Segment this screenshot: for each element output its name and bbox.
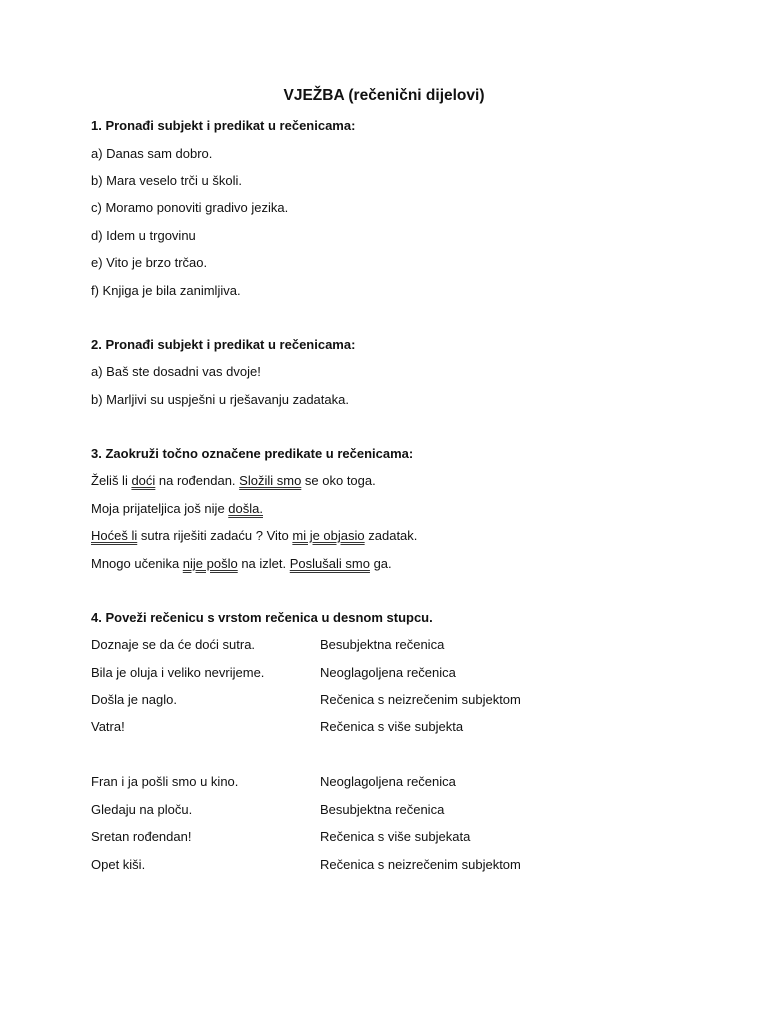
ex1-item-f: f) Knjiga je bila zanimljiva. xyxy=(91,283,241,298)
ex1-item-c: c) Moramo ponoviti gradivo jezika. xyxy=(91,200,289,215)
ex4-g2-sentence: Gledaju na ploču. xyxy=(91,802,193,817)
marked-predicate: doći xyxy=(131,473,156,488)
ex3-heading: 3. Zaokruži točno označene predikate u rečenicama: xyxy=(91,446,414,461)
text: Moja prijateljica još nije xyxy=(91,501,229,516)
text: zadatak. xyxy=(364,528,418,543)
marked-predicate: nije pošlo xyxy=(182,556,238,571)
text: ga. xyxy=(369,556,392,571)
ex3-sentence-3 xyxy=(91,527,417,545)
ex4-g1-sentence: Bila je oluja i veliko nevrijeme. xyxy=(91,665,265,680)
ex4-g2-sentence: Fran i ja pošli smo u kino. xyxy=(91,774,239,789)
ex4-g1-type: Rečenica s neizrečenim subjektom xyxy=(320,692,521,707)
marked-predicate: Složili smo xyxy=(239,473,302,488)
ex4-g1-sentence: Došla je naglo. xyxy=(91,692,177,707)
ex3-sentence-4 xyxy=(91,555,392,573)
ex4-g2-type: Besubjektna rečenica xyxy=(320,802,445,817)
ex1-item-a: a) Danas sam dobro. xyxy=(91,146,213,161)
text: sutra riješiti zadaću ? Vito xyxy=(137,528,293,543)
ex2-item-b: b) Marljivi su uspješni u rješavanju zadataka. xyxy=(91,392,349,407)
ex2-heading: 2. Pronađi subjekt i predikat u rečenicama: xyxy=(91,337,356,352)
ex1-item-d: d) Idem u trgovinu xyxy=(91,228,196,243)
ex4-g2-type: Rečenica s neizrečenim subjektom xyxy=(320,857,521,872)
ex3-sentence-1 xyxy=(91,472,376,490)
ex4-g1-type: Rečenica s više subjekta xyxy=(320,719,464,734)
ex1-heading: 1. Pronađi subjekt i predikat u rečenicama: xyxy=(91,118,356,133)
ex4-g1-type: Neoglagoljena rečenica xyxy=(320,665,456,680)
text: se oko toga. xyxy=(301,473,376,488)
ex4-g1-sentence: Vatra! xyxy=(91,719,125,734)
ex2-item-a: a) Baš ste dosadni vas dvoje! xyxy=(91,364,261,379)
ex4-g2-sentence: Sretan rođendan! xyxy=(91,829,192,844)
text: na rođendan. xyxy=(155,473,240,488)
marked-predicate: došla. xyxy=(228,501,263,516)
ex4-heading: 4. Poveži rečenicu s vrstom rečenica u desnom stupcu. xyxy=(91,610,433,625)
ex4-g2-type: Rečenica s više subjekata xyxy=(320,829,471,844)
text: na izlet. xyxy=(237,556,290,571)
ex4-g2-type: Neoglagoljena rečenica xyxy=(320,774,456,789)
marked-predicate: Hoćeš li xyxy=(91,528,138,543)
ex4-g2-sentence: Opet kiši. xyxy=(91,857,146,872)
ex3-sentence-2 xyxy=(91,500,263,518)
ex1-item-e: e) Vito je brzo trčao. xyxy=(91,255,208,270)
page-title: VJEŽBA (rečenični dijelovi) xyxy=(283,87,485,104)
text: Želiš li xyxy=(91,473,132,488)
marked-predicate: Poslušali smo xyxy=(289,556,370,571)
marked-predicate: mi je objasio xyxy=(292,528,365,543)
text: Mnogo učenika xyxy=(91,556,183,571)
ex1-item-b: b) Mara veselo trči u školi. xyxy=(91,173,242,188)
ex4-g1-sentence: Doznaje se da će doći sutra. xyxy=(91,637,256,652)
ex4-g1-type: Besubjektna rečenica xyxy=(320,637,445,652)
